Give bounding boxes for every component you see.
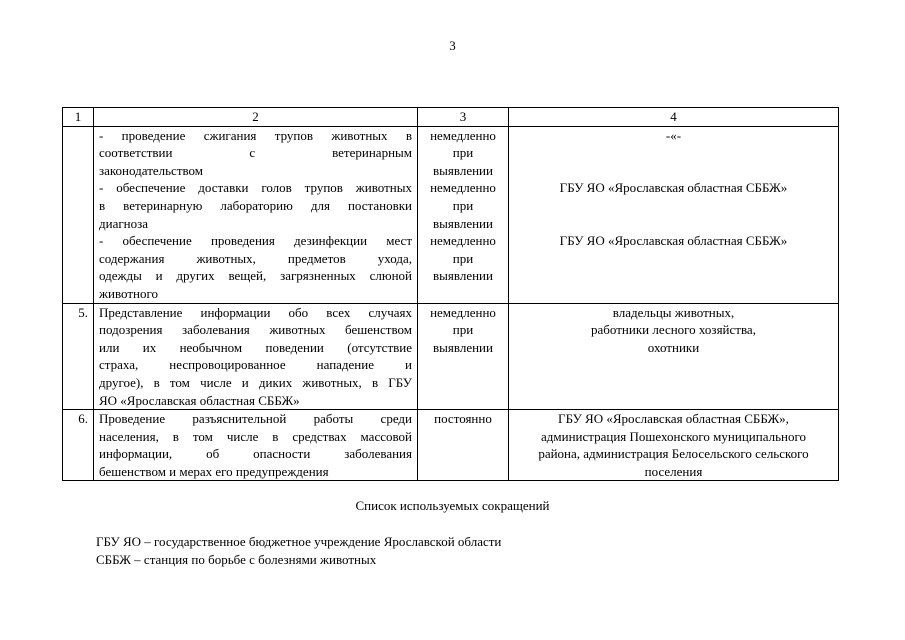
responsible-line: охотники [647, 339, 700, 355]
measure-line: - обеспечение доставки голов трупов животных [99, 180, 412, 196]
row-number-cell [63, 126, 94, 303]
responsible-cell [509, 303, 839, 410]
measure-line: - обеспечение проведения дезинфекции мест [99, 233, 412, 249]
measure-line: Проведение разъяснительной работы среди [99, 411, 412, 427]
responsible-line: поселения [644, 463, 703, 479]
measure-line: бешенством и мерах его предупреждения [99, 463, 329, 479]
measure-cell [94, 126, 418, 303]
responsible-line: ГБУ ЯО «Ярославская областная СББЖ», [558, 411, 789, 427]
abbreviation-item: СББЖ – станция по борьбе с болезнями животных [96, 552, 377, 567]
responsible-line: -«- [665, 127, 682, 143]
abbreviations-title: Список используемых сокращений [355, 498, 550, 513]
responsible-cell [509, 410, 839, 481]
spacer [514, 215, 833, 233]
table-header-row [63, 108, 839, 127]
measure-line: одежды и других вещей, загрязненных слюной [99, 268, 412, 284]
timing-line: немедленно [430, 304, 496, 320]
timing-line: немедленно [430, 233, 496, 249]
measures-table [62, 107, 839, 481]
measure-line: страха, неспровоцированное нападение и [99, 357, 412, 373]
measure-line: Представление информации обо всех случаях [99, 304, 412, 320]
measure-line: информации, об опасности заболевания [99, 446, 412, 462]
timing-line: при [452, 322, 474, 338]
timing-line: при [452, 145, 474, 161]
measure-cell [94, 303, 418, 410]
timing-line: выявлении [433, 268, 493, 284]
timing-cell [418, 410, 509, 481]
responsible-line: владельцы животных, [612, 304, 735, 320]
timing-cell [418, 126, 509, 303]
responsible-line: ГБУ ЯО «Ярославская областная СББЖ» [559, 180, 788, 196]
timing-line: выявлении [433, 162, 493, 178]
row-number-cell: 6. [63, 410, 94, 481]
header-col-1: 1 [63, 108, 94, 127]
abbreviation-item: ГБУ ЯО – государственное бюджетное учреждение Ярославской области [96, 534, 502, 549]
page-number: 3 [449, 38, 456, 53]
measure-line: соответствии с ветеринарным [99, 145, 412, 161]
measure-line: содержания животных, предметов ухода, [99, 250, 412, 266]
timing-line: выявлении [433, 215, 493, 231]
timing-line: при [452, 250, 474, 266]
table-row [63, 126, 839, 303]
measure-line: животного [99, 285, 158, 301]
measure-cell [94, 410, 418, 481]
spacer [514, 197, 833, 215]
header-col-4: 4 [509, 108, 839, 127]
spacer [514, 144, 833, 162]
measure-line: другое), в том числе и диких животных, в ГБУ [99, 374, 412, 390]
timing-cell [418, 303, 509, 410]
measure-line: законодательством [99, 162, 204, 178]
measure-line: населения, в том числе в средствах массовой [99, 428, 412, 444]
timing-line: при [452, 197, 474, 213]
responsible-line: ГБУ ЯО «Ярославская областная СББЖ» [559, 233, 788, 249]
timing-line: постоянно [434, 411, 492, 427]
table-row [63, 410, 839, 481]
measure-line: подозрения заболевания животных бешенством [99, 322, 412, 338]
timing-line: немедленно [430, 180, 496, 196]
responsible-line: работники лесного хозяйства, [591, 322, 756, 338]
timing-line: немедленно [430, 127, 496, 143]
measure-line: ЯО «Ярославская областная СББЖ» [99, 392, 300, 408]
row-number-cell: 5. [63, 303, 94, 410]
measure-line: диагноза [99, 215, 149, 231]
table-row [63, 303, 839, 410]
responsible-line: администрация Пошехонского муниципального [541, 428, 806, 444]
measure-line: или их необычном поведении (отсутствие [99, 339, 412, 355]
timing-line: выявлении [433, 339, 493, 355]
responsible-cell [509, 126, 839, 303]
header-col-3: 3 [418, 108, 509, 127]
measure-line: - проведение сжигания трупов животных в [99, 127, 412, 143]
responsible-line: района, администрация Белосельского сельского [538, 446, 809, 462]
measure-line: в ветеринарную лабораторию для постановки [99, 197, 412, 213]
header-col-2: 2 [94, 108, 418, 127]
spacer [514, 162, 833, 180]
